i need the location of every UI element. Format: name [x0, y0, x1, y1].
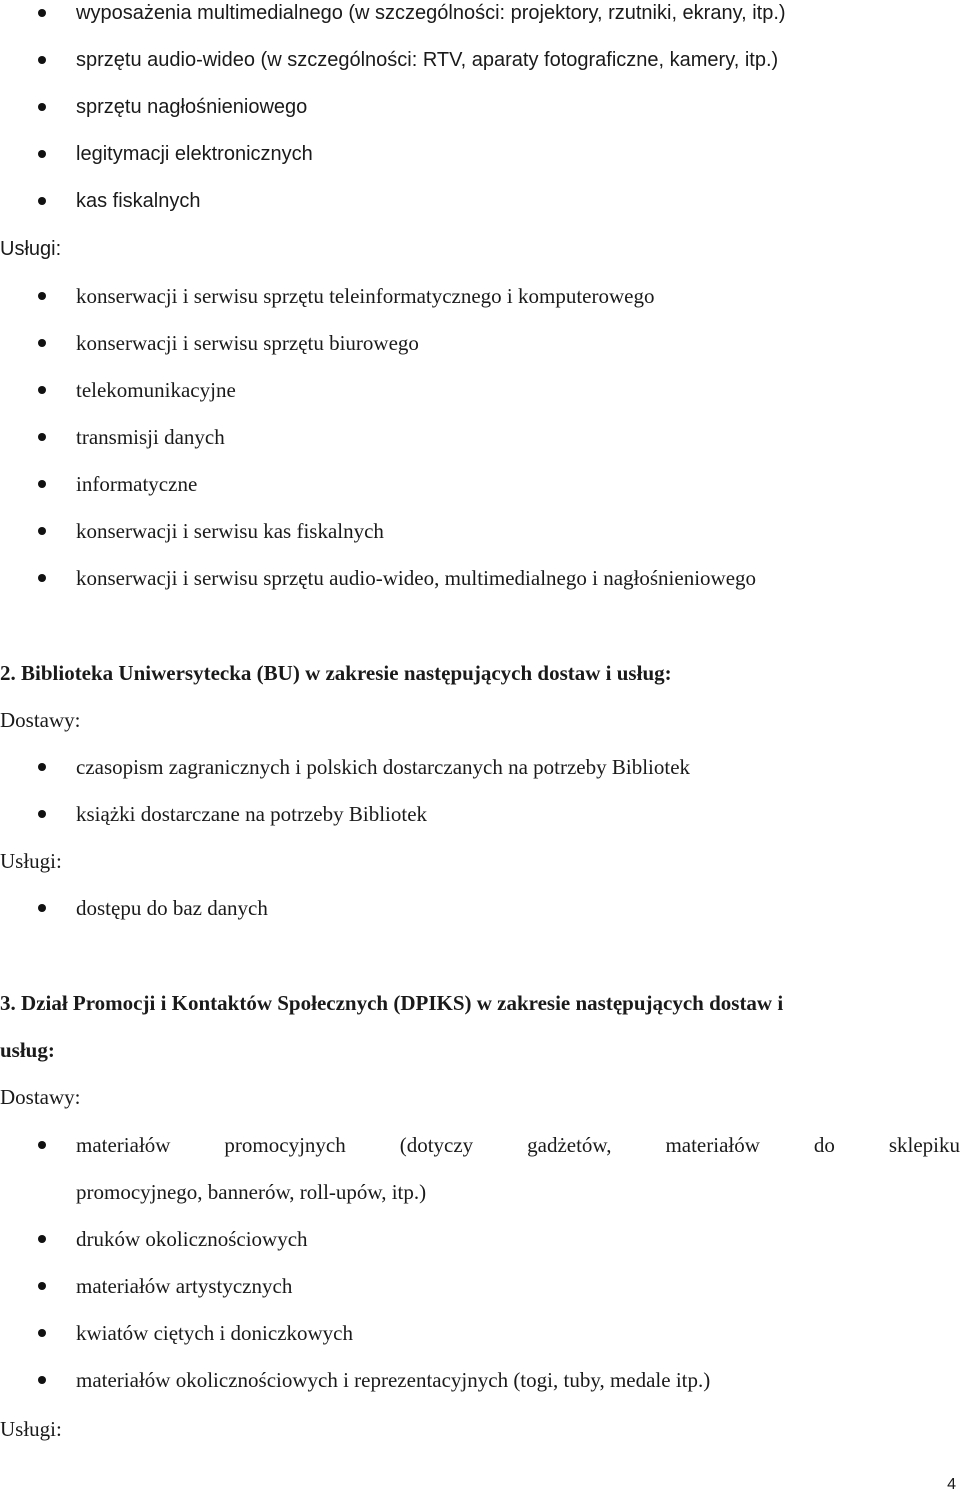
list-item — [0, 0, 960, 26]
list-item-text: materiałów okolicznościowych i reprezentacyjnych (togi, tuby, medale itp.) — [76, 1368, 711, 1392]
list-item-text-continued: promocyjnego, bannerów, roll-upów, itp.) — [76, 1180, 427, 1204]
list-item-text: legitymacji elektronicznych — [76, 143, 313, 165]
services-label: Usługi: — [0, 849, 62, 873]
bullet-icon — [38, 1141, 46, 1149]
bullet-icon — [38, 150, 46, 158]
list-item-text: materiałów artystycznych — [76, 1274, 293, 1298]
list-item — [0, 141, 960, 167]
bullet-icon — [38, 904, 46, 912]
list-item — [0, 424, 960, 450]
list-item-text: sprzętu audio-wideo (w szczególności: RTV, aparaty fotograficzne, kamery, itp.) — [76, 49, 779, 71]
list-item-text: konserwacji i serwisu sprzętu biurowego — [76, 331, 419, 355]
list-item — [0, 47, 960, 73]
list-item-text: transmisji danych — [76, 425, 225, 449]
list-item-text: kas fiskalnych — [76, 190, 201, 212]
list-item — [0, 188, 960, 214]
list-item-text: konserwacji i serwisu sprzętu audio-wideo, multimedialnego i nagłośnieniowego — [76, 566, 757, 590]
list-item — [0, 471, 960, 497]
list-item-text: wyposażenia multimedialnego (w szczególności: projektory, rzutniki, ekrany, itp.) — [76, 2, 786, 24]
bullet-icon — [38, 103, 46, 111]
list-item — [0, 754, 960, 780]
bullet-icon — [38, 56, 46, 64]
list-item-continuation — [0, 1179, 960, 1205]
list-item-text: materiałów promocyjnych (dotyczy gadżetów, materiałów do sklepiku — [76, 1133, 960, 1157]
bullet-icon — [38, 1235, 46, 1243]
deliveries-label: Dostawy: — [0, 708, 81, 732]
list-item-text: sprzętu nagłośnieniowego — [76, 96, 308, 118]
section-heading-continued: usług: — [0, 1038, 55, 1062]
list-item — [0, 895, 960, 921]
list-item — [0, 283, 960, 309]
bullet-icon — [38, 386, 46, 394]
services-label: Usługi: — [0, 238, 62, 260]
list-item — [0, 1226, 960, 1252]
bullet-icon — [38, 810, 46, 818]
list-item — [0, 565, 960, 591]
bullet-icon — [38, 292, 46, 300]
list-item-text: informatyczne — [76, 472, 198, 496]
bullet-icon — [38, 1376, 46, 1384]
bullet-icon — [38, 574, 46, 582]
list-item — [0, 330, 960, 356]
bullet-icon — [38, 197, 46, 205]
bullet-icon — [38, 480, 46, 488]
list-item-text: telekomunikacyjne — [76, 378, 236, 402]
list-item — [0, 1273, 960, 1299]
list-item — [0, 1132, 960, 1158]
list-item — [0, 518, 960, 544]
list-item-text: czasopism zagranicznych i polskich dostarczanych na potrzeby Bibliotek — [76, 755, 691, 779]
list-item-text: konserwacji i serwisu sprzętu teleinformatycznego i komputerowego — [76, 284, 655, 308]
section-heading: 2. Biblioteka Uniwersytecka (BU) w zakresie następujących dostaw i usług: — [0, 661, 672, 685]
bullet-icon — [38, 339, 46, 347]
list-item — [0, 1320, 960, 1346]
list-item — [0, 94, 960, 120]
deliveries-label: Dostawy: — [0, 1085, 81, 1109]
list-item-text: książki dostarczane na potrzeby Bibliotek — [76, 802, 428, 826]
list-item-text: druków okolicznościowych — [76, 1227, 308, 1251]
bullet-icon — [38, 763, 46, 771]
list-item-text: dostępu do baz danych — [76, 896, 268, 920]
list-item-text: kwiatów ciętych i doniczkowych — [76, 1321, 353, 1345]
bullet-icon — [38, 1329, 46, 1337]
bullet-icon — [38, 1282, 46, 1290]
bullet-icon — [38, 433, 46, 441]
bullet-icon — [38, 527, 46, 535]
list-item — [0, 1367, 960, 1393]
services-label: Usługi: — [0, 1417, 62, 1441]
list-item — [0, 377, 960, 403]
section-heading: 3. Dział Promocji i Kontaktów Społecznych (DPIKS) w zakresie następujących dostaw i — [0, 991, 784, 1015]
bullet-icon — [38, 9, 46, 17]
list-item-text: konserwacji i serwisu kas fiskalnych — [76, 519, 384, 543]
list-item — [0, 801, 960, 827]
page-number: 4 — [947, 1476, 956, 1493]
